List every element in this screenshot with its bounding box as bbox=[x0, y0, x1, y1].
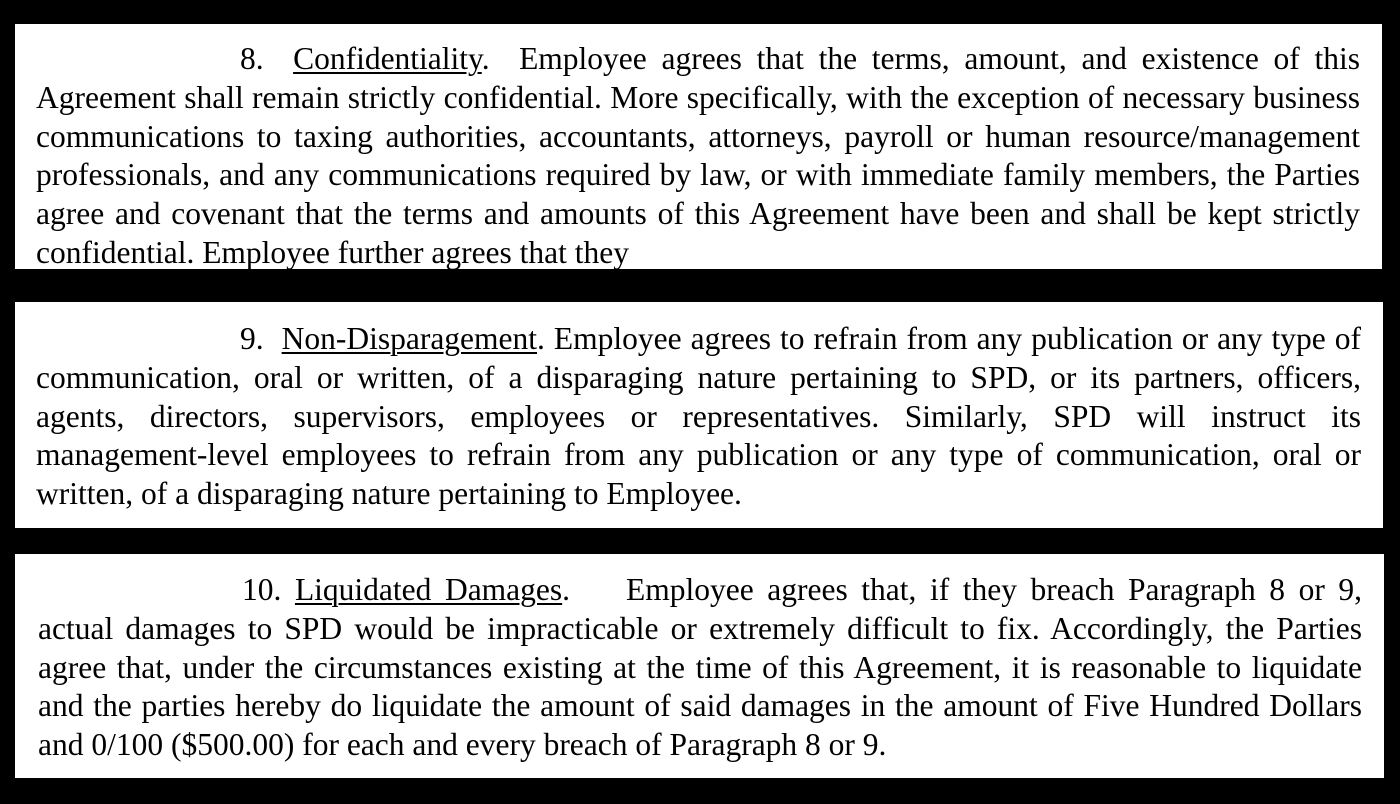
section-number: 10. bbox=[242, 572, 282, 607]
excerpt-non-disparagement bbox=[15, 302, 1383, 528]
excerpt-confidentiality bbox=[15, 24, 1382, 269]
section-heading: Liquidated Damages bbox=[294, 572, 563, 607]
section-body: Employee agrees that, if they breach Paragraph 8 or 9, actual damages to SPD would be impracticable or extremely difficult to fix. Accordingly, the Parties agree that, under the circumstances existing at the time of this Agreement, it is reasonable to liquidate and the parties hereby do liquidate the amount of said damages in the amount of Five Hundred Dollars and 0/100 ($500.00) for each and every breach of Paragraph 8 or 9. bbox=[38, 572, 1362, 763]
paragraph-8 bbox=[36, 40, 1360, 269]
paragraph-10 bbox=[38, 571, 1362, 765]
section-heading: Confidentiality bbox=[293, 41, 482, 76]
section-number: 8. bbox=[240, 41, 264, 76]
heading-punctuation: . bbox=[562, 572, 571, 607]
paragraph-9 bbox=[36, 320, 1361, 514]
section-number: 9. bbox=[240, 321, 264, 356]
heading-punctuation: . bbox=[537, 321, 545, 356]
section-body: Employee agrees that the terms, amount, and existence of this Agreement shall remain strictly confidential. More specifically, with the exception of necessary business communications to taxing authorities, accountants, attorneys, payroll or human resource/management professionals, and any communications required by law, or with immediate family members, the Parties agree and covenant that the terms and amounts of this Agreement have been and shall be kept strictly confidential. Employee further agrees that they bbox=[36, 41, 1361, 269]
heading-punctuation: . bbox=[481, 41, 490, 76]
excerpt-liquidated-damages bbox=[15, 554, 1384, 778]
section-heading: Non-Disparagement bbox=[281, 321, 538, 356]
section-body: Employee agrees to refrain from any publication or any type of communication, oral or written, of a disparaging nature pertaining to SPD, or its partners, officers, agents, directors, supervisors, employees or representatives. Similarly, SPD will instruct its management-level employees to refrain from any publication or any type of communication, oral or written, of a disparaging nature pertaining to Employee. bbox=[36, 321, 1362, 512]
